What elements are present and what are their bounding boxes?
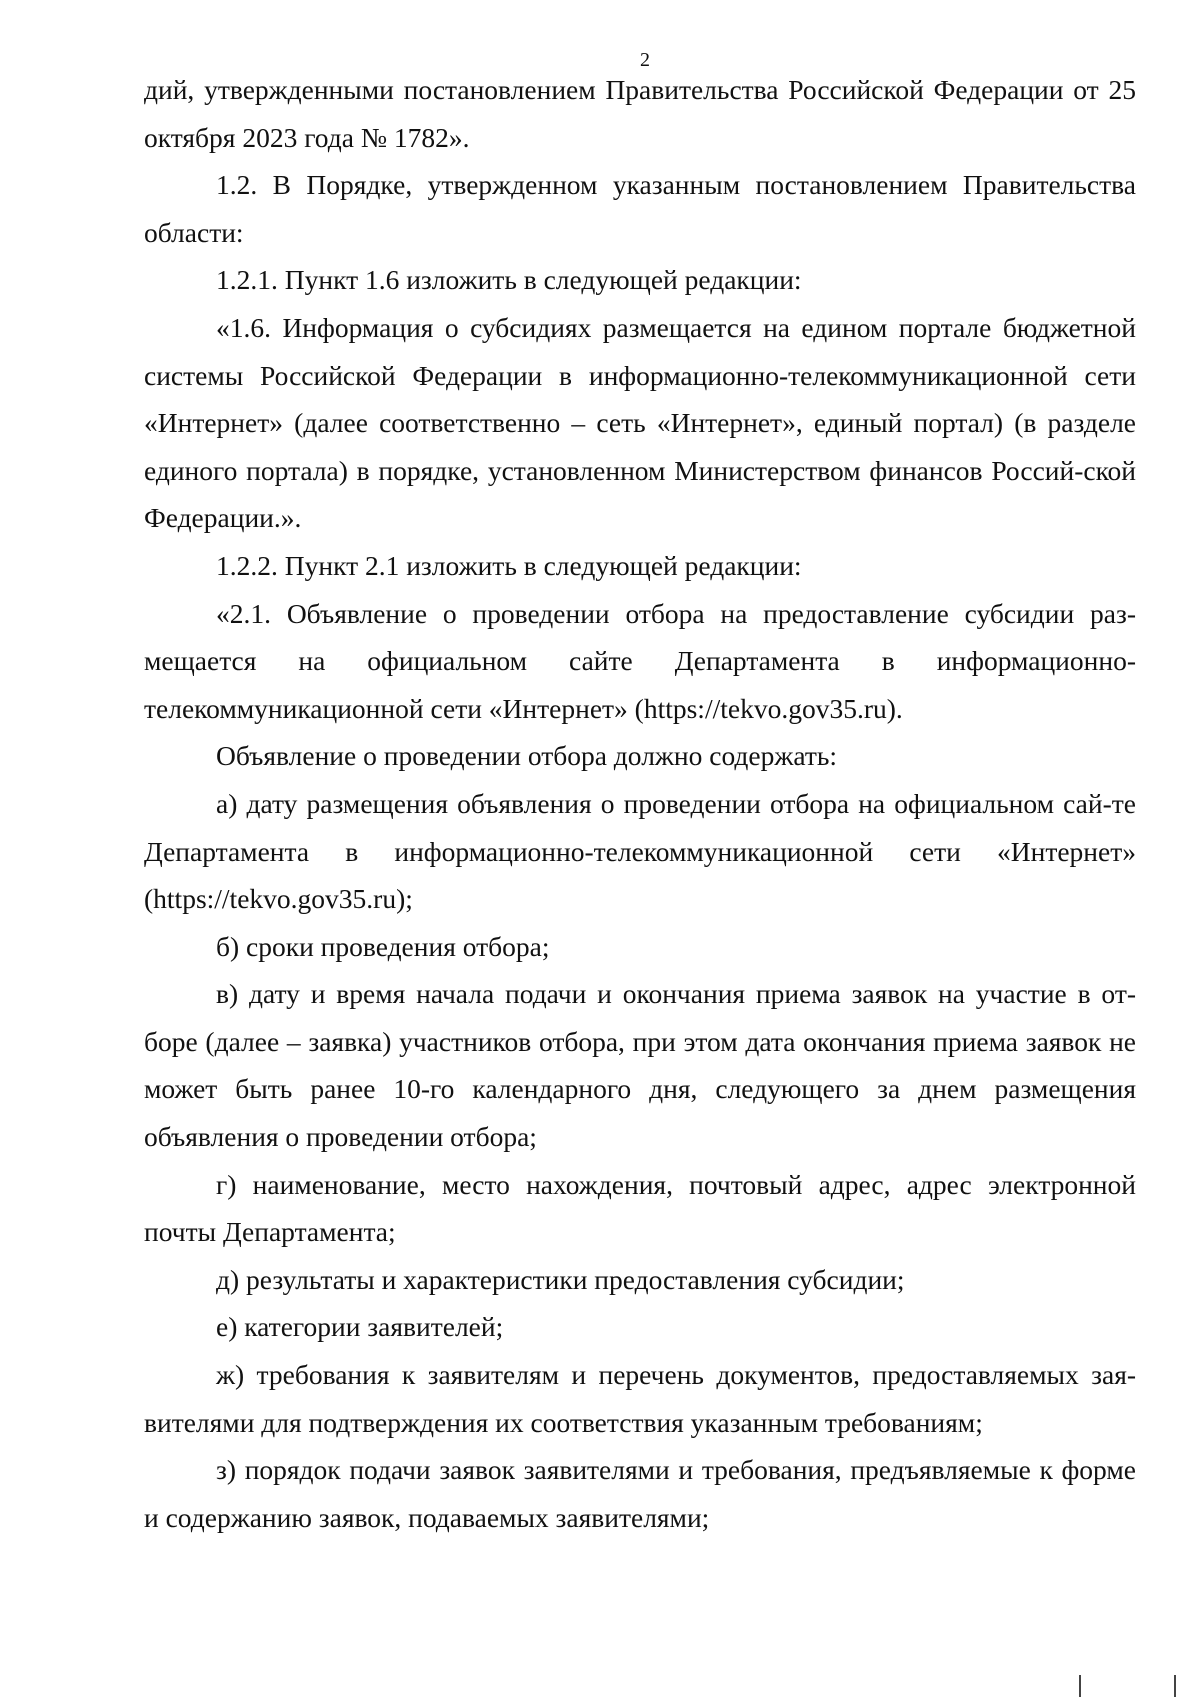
list-item-a: а) дату размещения объявления о проведении отбора на официальном сай-те Департамента в информационно-телекоммуникационной сети «Интернет» (https://tekvo.gov35.ru); xyxy=(144,787,1136,915)
paragraph-1-2: 1.2. В Порядке, утвержденном указанным постановлением Правительства области: xyxy=(144,169,1136,248)
list-item-v: в) дату и время начала подачи и окончания приема заявок на участие в от-боре (далее – заявка) участников отбора, при этом дата окончания приема заявок не может быть ранее 10-го календарного дня, следующего за днем размещения объявления о проведении отбора; xyxy=(144,978,1136,1153)
scan-edge-mark xyxy=(1174,1675,1176,1697)
list-item-z: з) порядок подачи заявок заявителями и требования, предъявляемые к форме и содержанию заявок, подаваемых заявителями; xyxy=(144,1454,1136,1533)
document-body xyxy=(144,66,1136,1541)
list-item-zh: ж) требования к заявителям и перечень документов, предоставляемых зая-вителями для подтверждения их соответствия указанным требованиям; xyxy=(144,1359,1136,1438)
paragraph-quote-2-1: «2.1. Объявление о проведении отбора на предоставление субсидии раз-мещается на официальном сайте Департамента в информационно-телекоммуникационной сети «Интернет» (https://tekvo.gov35.ru). xyxy=(144,597,1136,724)
scan-edge-mark xyxy=(1079,1675,1081,1697)
paragraph-1-2-2: 1.2.2. Пункт 2.1 изложить в следующей редакции: xyxy=(216,549,802,581)
list-item-b: б) сроки проведения отбора; xyxy=(216,930,550,962)
paragraph-continuation: дий, утвержденными постановлением Правительства Российской Федерации от 25 октября 2023 года № 1782». xyxy=(144,74,1136,153)
list-item-d: д) результаты и характеристики предоставления субсидии; xyxy=(216,1263,905,1295)
list-item-e: е) категории заявителей; xyxy=(216,1311,504,1343)
paragraph-1-2-1: 1.2.1. Пункт 1.6 изложить в следующей редакции: xyxy=(216,264,802,296)
paragraph-quote-1-6: «1.6. Информация о субсидиях размещается на едином портале бюджетной системы Российской Федерации в информационно-телекоммуникационной сети «Интернет» (далее соответственно – сеть «Интернет», единый портал) (в разделе единого портала) в порядке, установленном Министерством финансов Россий-ской Федерации.». xyxy=(144,311,1136,534)
list-item-g: г) наименование, место нахождения, почтовый адрес, адрес электронной почты Департамента; xyxy=(144,1168,1136,1248)
page-number: 2 xyxy=(640,49,650,71)
paragraph-announcement-contents: Объявление о проведении отбора должно содержать: xyxy=(216,740,838,772)
